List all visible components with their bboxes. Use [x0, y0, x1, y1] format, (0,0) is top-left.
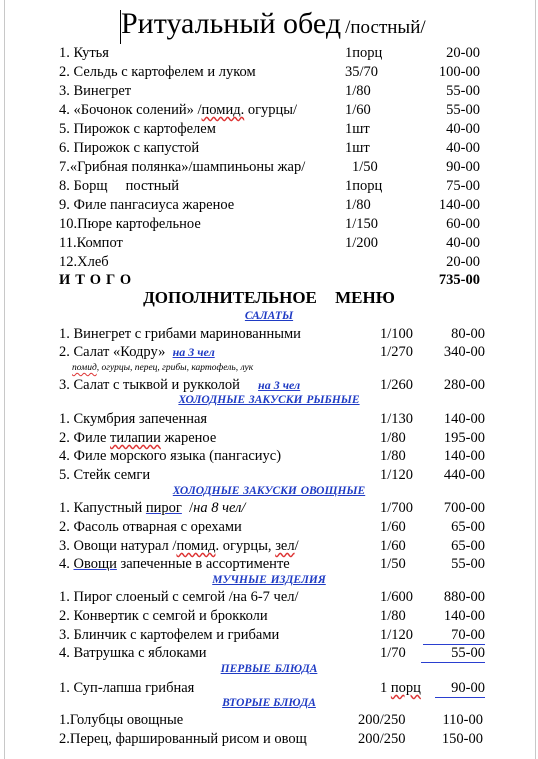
dish-portion: 1порц — [345, 45, 383, 61]
menu-row — [0, 197, 538, 214]
dish-price: 140-00 — [443, 448, 485, 464]
menu-row — [0, 448, 538, 465]
dish-name: 1. Суп-лапша грибная — [59, 680, 195, 696]
menu-row — [0, 140, 538, 157]
menu-row — [0, 254, 538, 271]
dish-price: 40-00 — [446, 235, 480, 251]
section-title-cold-fish: ХОЛОДНЫЕ ЗАКУСКИ РЫБНЫЕ — [178, 394, 360, 406]
dish-name — [59, 344, 215, 361]
section-title-salads: САЛАТЫ — [244, 310, 294, 322]
page-title — [121, 9, 426, 39]
title-main: Ритуальный обед — [121, 7, 342, 40]
dish-portion — [380, 680, 421, 697]
dish-name-part: Овощи — [73, 556, 117, 572]
total-row — [0, 272, 538, 289]
dish-price: 150-00 — [441, 731, 483, 747]
dish-name: 4. Филе морского языка (пангасиус) — [59, 448, 282, 464]
dish-name: 2. Сельдь с картофелем и луком — [59, 64, 256, 80]
dish-name: 8. Борщ постный — [59, 178, 180, 194]
spellcheck-word: зел — [275, 538, 295, 554]
dish-name-part: огурцы/ — [244, 102, 298, 118]
dish-portion: 1/50 — [352, 159, 378, 175]
dish-price: 60-00 — [446, 216, 480, 232]
dish-name: 1.Голубцы овощные — [59, 712, 184, 728]
dish-price: 75-00 — [446, 178, 480, 194]
dish-portion: 1/80 — [345, 83, 371, 99]
dish-price: 100-00 — [438, 64, 480, 80]
menu-row — [0, 64, 538, 81]
dish-name: 2. Фасоль отварная с орехами — [59, 519, 242, 535]
dish-name: 9. Филе пангасиуса жареное — [59, 197, 235, 213]
dish-portion: 200/250 — [358, 731, 406, 747]
dish-price: 55-00 — [451, 556, 485, 572]
dish-name-part: / — [181, 500, 194, 516]
dish-portion: 1/600 — [380, 589, 414, 605]
dish-price: 80-00 — [451, 326, 485, 342]
title-sub: /постный/ — [345, 17, 426, 38]
total-value: 735-00 — [438, 272, 480, 288]
dish-name: 1. Скумбрия запеченная — [59, 411, 208, 427]
dish-portion: 1шт — [345, 121, 370, 137]
dish-name-part: . огурцы, — [215, 538, 276, 554]
dish-name-part: / — [294, 538, 299, 554]
menu-row — [0, 102, 538, 119]
dish-price: 140-00 — [443, 411, 485, 427]
menu-row — [0, 467, 538, 484]
menu-row — [0, 430, 538, 447]
menu-row — [0, 500, 538, 517]
dish-portion: 1/200 — [345, 235, 379, 251]
menu-row — [0, 608, 538, 625]
serving-note: на 3 чел — [258, 378, 301, 392]
dish-portion: 200/250 — [358, 712, 406, 728]
section-title-flour: МУЧНЫЕ ИЗДЕЛИЯ — [212, 574, 326, 586]
menu-row — [0, 83, 538, 100]
ingredients-text: , огурцы, перец, грибы, картофель, лук — [96, 363, 254, 373]
serving-note: на 3 чел — [172, 345, 215, 359]
dish-ingredients — [72, 363, 253, 374]
dish-portion: 1/80 — [345, 197, 371, 213]
dish-name-part: 2. Филе — [59, 430, 111, 446]
dish-portion: 1порц — [345, 178, 383, 194]
dish-portion: 1/80 — [380, 430, 406, 446]
menu-row — [0, 377, 538, 394]
serving-note: на 8 чел/ — [193, 500, 246, 516]
menu-row — [0, 712, 538, 729]
menu-row — [0, 645, 538, 662]
extra-menu-title: ДОПОЛНИТЕЛЬНОЕ МЕНЮ — [143, 288, 395, 307]
dish-name-part: пирог — [145, 500, 182, 516]
dish-portion: 1/60 — [380, 519, 406, 535]
dish-portion: 1/130 — [380, 411, 414, 427]
dish-portion: 1/80 — [380, 448, 406, 464]
dish-name: 11.Компот — [59, 235, 123, 251]
dish-portion: 1/100 — [380, 326, 414, 342]
dish-name — [59, 538, 299, 555]
menu-row — [0, 159, 538, 176]
dish-name: 2. Конвертик с семгой и брокколи — [59, 608, 268, 624]
dish-portion: 1шт — [345, 140, 370, 156]
dish-name: 2.Перец, фаршированный рисом и овощ — [59, 731, 307, 747]
dish-price: 55-00 — [421, 645, 485, 663]
dish-name: 1. Пирог слоеный с семгой /на 6-7 чел/ — [59, 589, 299, 605]
total-label: ИТОГО — [59, 272, 137, 288]
menu-row — [0, 589, 538, 606]
dish-name — [59, 430, 216, 447]
dish-portion: 1/80 — [380, 608, 406, 624]
dish-price: 20-00 — [446, 45, 480, 61]
menu-row — [0, 235, 538, 252]
dish-price: 65-00 — [451, 538, 485, 554]
portion-part: 1 — [380, 680, 391, 696]
dish-name: 10.Пюре картофельное — [59, 216, 201, 232]
dish-name-part: жареное — [160, 430, 217, 446]
dish-price: 440-00 — [443, 467, 485, 483]
dish-name-part: 4. — [59, 556, 74, 572]
spellcheck-word: помид — [176, 538, 216, 554]
dish-price: 340-00 — [443, 344, 485, 360]
menu-row — [0, 121, 538, 138]
dish-portion: 1/700 — [380, 500, 414, 516]
dish-price: 90-00 — [446, 159, 480, 175]
menu-row — [0, 731, 538, 748]
section-title-first: ПЕРВЫЕ БЛЮДА — [220, 663, 318, 675]
spellcheck-word: порц — [390, 680, 421, 696]
dish-price: 140-00 — [443, 608, 485, 624]
dish-name: 5. Пирожок с картофелем — [59, 121, 216, 137]
section-title-second: ВТОРЫЕ БЛЮДА — [222, 697, 316, 709]
dish-portion: 1/60 — [345, 102, 371, 118]
dish-price: 40-00 — [446, 121, 480, 137]
dish-price: 700-00 — [443, 500, 485, 516]
dish-price: 90-00 — [435, 680, 485, 698]
menu-row — [0, 680, 538, 697]
dish-price: 140-00 — [438, 197, 480, 213]
spellcheck-word: помид. — [201, 102, 245, 118]
menu-row — [0, 411, 538, 428]
dish-name: 3. Блинчик с картофелем и грибами — [59, 627, 280, 643]
dish-portion: 1/260 — [380, 377, 414, 393]
dish-portion: 1/270 — [380, 344, 414, 360]
dish-name: 1. Винегрет с грибами маринованными — [59, 326, 301, 342]
dish-portion: 1/120 — [380, 467, 414, 483]
menu-row — [0, 326, 538, 343]
menu-row — [0, 178, 538, 195]
dish-name: 4. Ватрушка с яблоками — [59, 645, 207, 661]
dish-price: 280-00 — [443, 377, 485, 393]
dish-name: 5. Стейк семги — [59, 467, 151, 483]
dish-price: 55-00 — [446, 102, 480, 118]
dish-name-part: 3. Салат с тыквой и рукколой — [59, 377, 240, 393]
dish-portion: 1/70 — [380, 645, 406, 661]
dish-price: 70-00 — [423, 627, 485, 645]
spellcheck-word: помид — [72, 363, 97, 373]
dish-name — [59, 500, 245, 517]
dish-name: 6. Пирожок с капустой — [59, 140, 200, 156]
dish-portion: 1/60 — [380, 538, 406, 554]
dish-name-part: 4. «Бочонок солений» / — [59, 102, 202, 118]
dish-portion: 35/70 — [345, 64, 379, 80]
dish-price: 40-00 — [446, 140, 480, 156]
spellcheck-word: тилапии — [110, 430, 161, 446]
dish-name-part: 3. Овощи натурал / — [59, 538, 177, 554]
dish-name — [59, 102, 297, 119]
section-title-cold-veg: ХОЛОДНЫЕ ЗАКУСКИ ОВОЩНЫЕ — [172, 485, 366, 497]
menu-row — [0, 344, 538, 361]
menu-row — [0, 538, 538, 555]
dish-name: 12.Хлеб — [59, 254, 109, 270]
menu-row — [0, 45, 538, 62]
dish-name — [59, 556, 290, 573]
dish-name-part: 2. Салат «Кодру» — [59, 344, 166, 360]
dish-name: 1. Кутья — [59, 45, 109, 61]
dish-price: 195-00 — [443, 430, 485, 446]
menu-row — [0, 519, 538, 536]
dish-price: 55-00 — [446, 83, 480, 99]
dish-name — [59, 377, 300, 394]
dish-price: 880-00 — [443, 589, 485, 605]
dish-portion: 1/120 — [380, 627, 414, 643]
dish-name: 7.«Грибная полянка»/шампиньоны жар/ — [59, 159, 306, 175]
menu-row — [0, 556, 538, 573]
menu-row — [0, 627, 538, 644]
menu-row — [0, 216, 538, 233]
dish-price: 65-00 — [451, 519, 485, 535]
dish-portion: 1/50 — [380, 556, 406, 572]
dish-name: 3. Винегрет — [59, 83, 132, 99]
dish-portion: 1/150 — [345, 216, 379, 232]
dish-price: 110-00 — [442, 712, 483, 728]
dish-name-part: 1. Капустный — [59, 500, 146, 516]
dish-name-part: запеченные в ассортименте — [116, 556, 290, 572]
dish-price: 20-00 — [446, 254, 480, 270]
